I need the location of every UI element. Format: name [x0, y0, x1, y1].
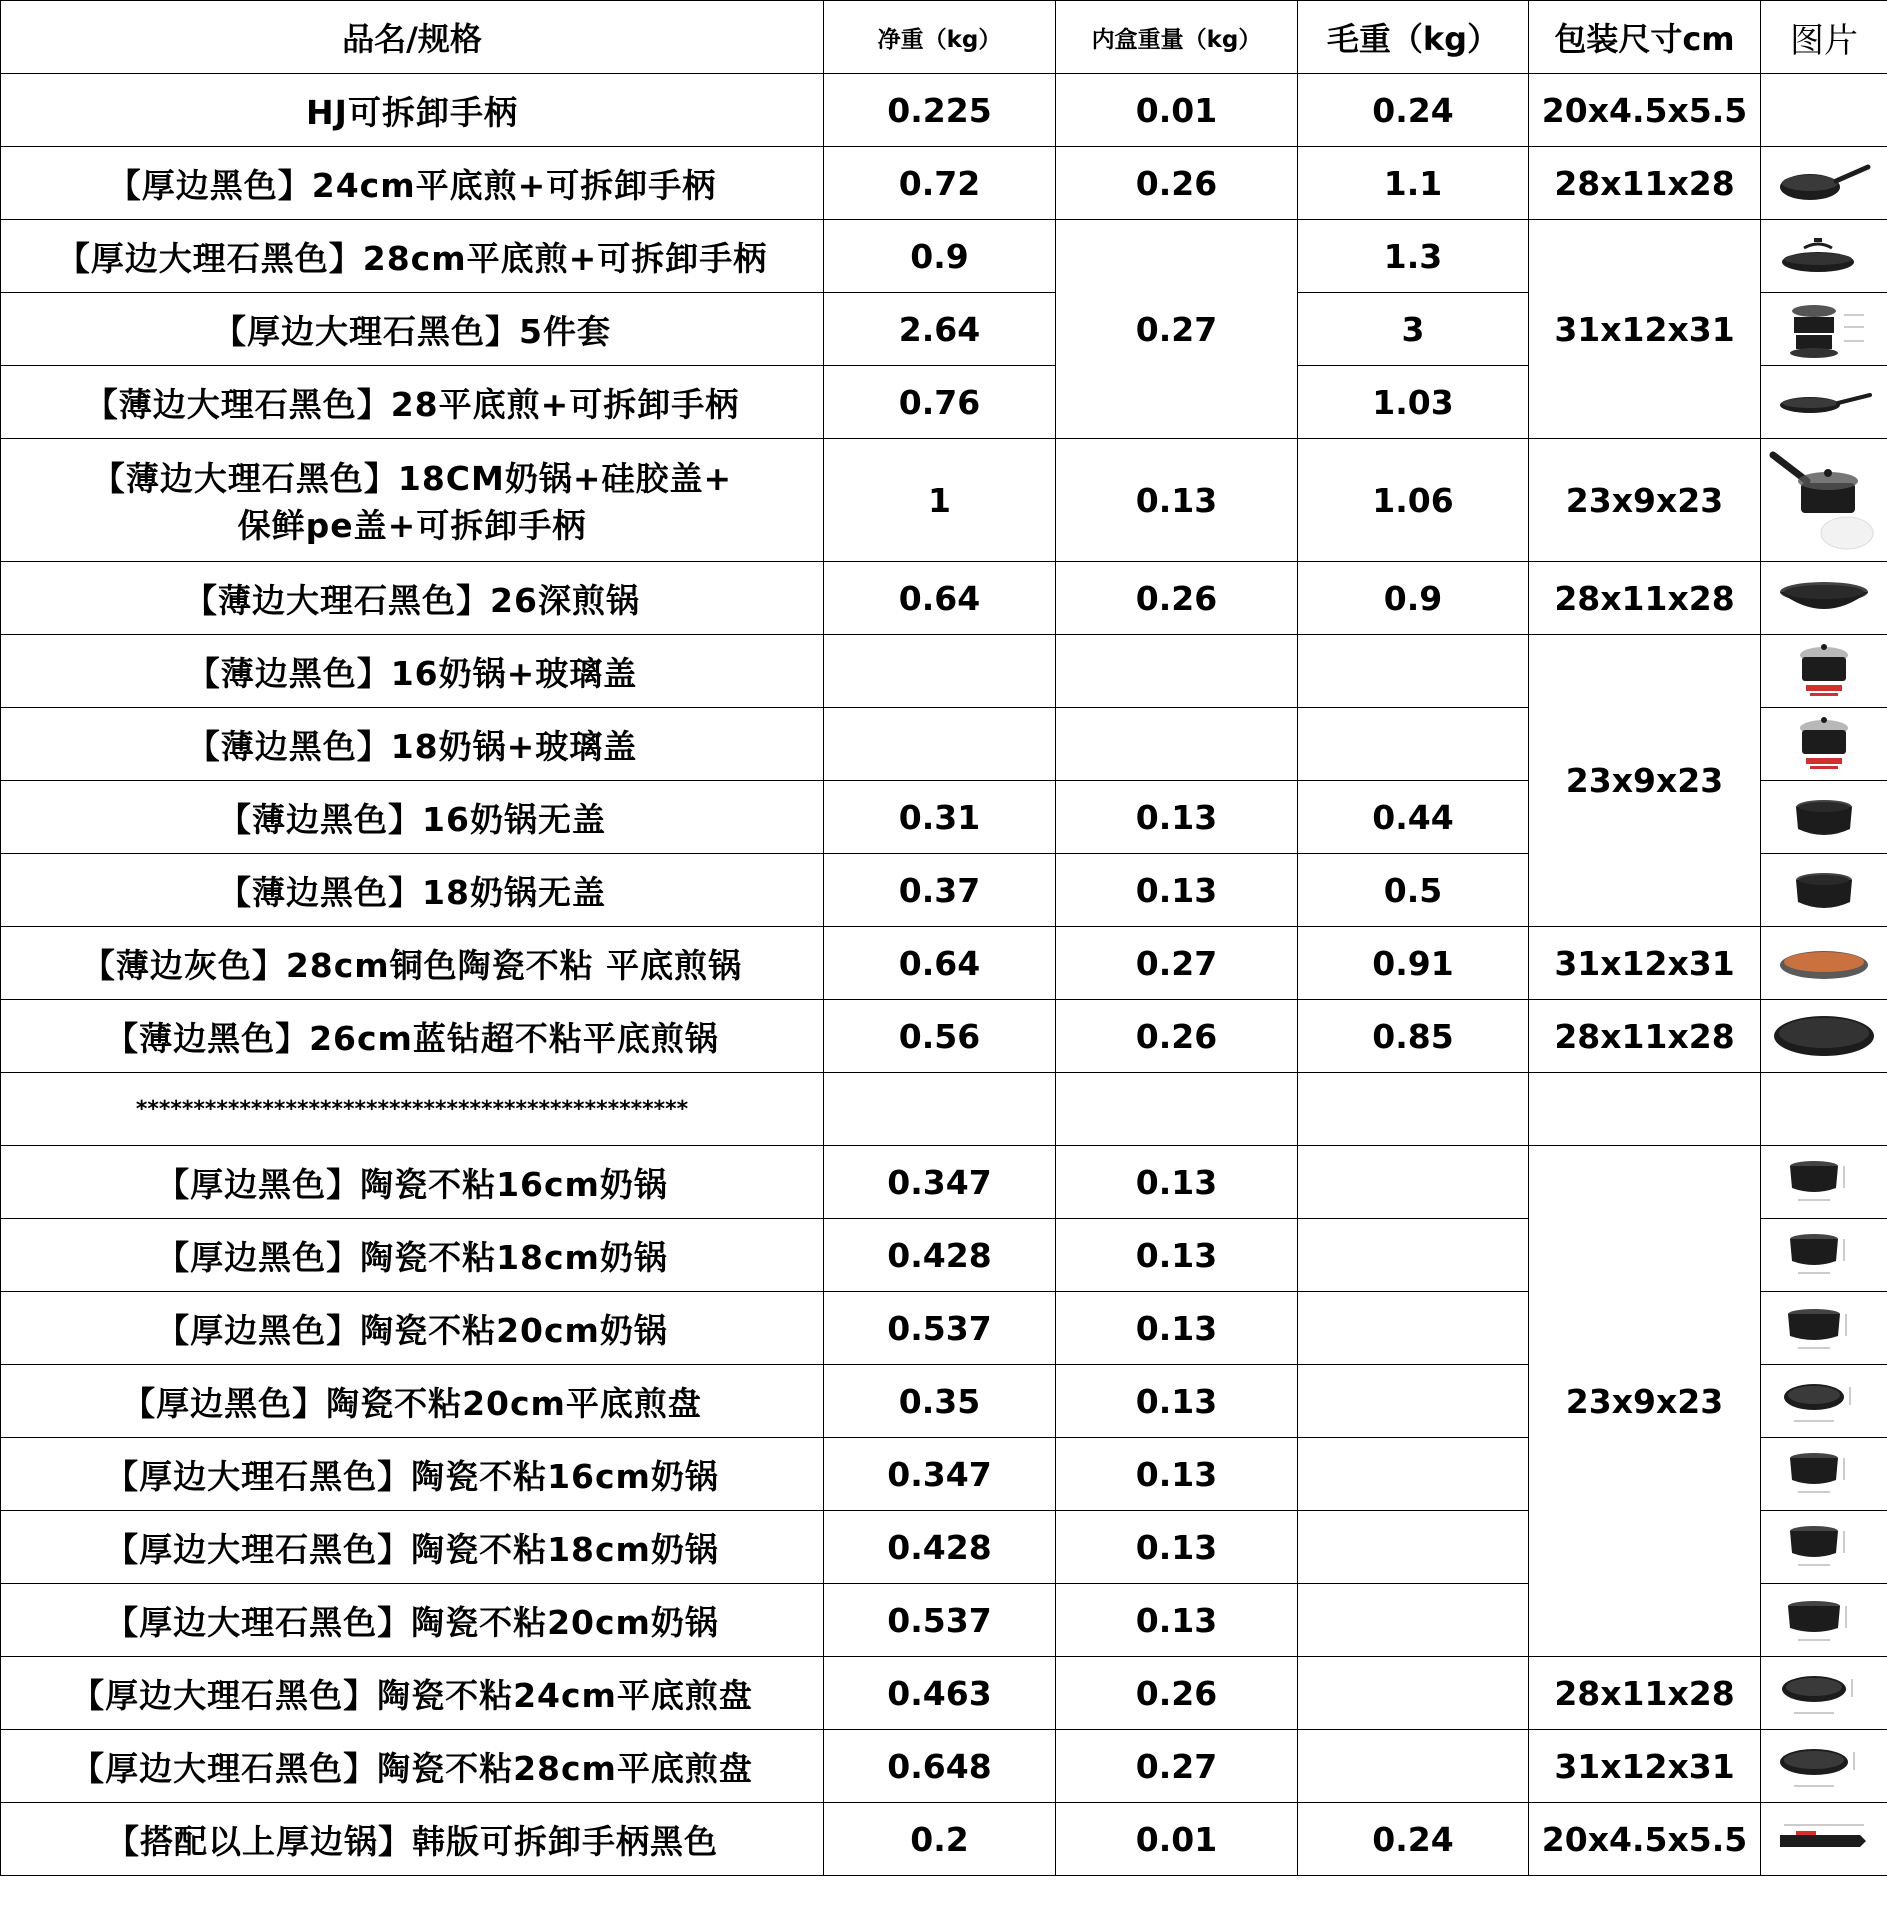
gross-weight: 0.44	[1298, 781, 1529, 854]
package-size: 31x12x31	[1529, 220, 1761, 439]
gross-weight	[1298, 1657, 1529, 1730]
net-weight: 0.64	[824, 562, 1056, 635]
product-picture	[1761, 635, 1887, 708]
gross-weight: 0.91	[1298, 927, 1529, 1000]
product-name: 【厚边大理石黑色】陶瓷不粘24cm平底煎盘	[1, 1657, 824, 1730]
package-size: 28x11x28	[1529, 147, 1761, 220]
inner-box-weight: 0.26	[1056, 147, 1298, 220]
product-name: 【厚边大理石黑色】5件套	[1, 293, 824, 366]
pot-icon	[1774, 1152, 1874, 1212]
net-weight: 0.76	[824, 366, 1056, 439]
product-name: 【薄边大理石黑色】26深煎锅	[1, 562, 824, 635]
product-name: 【厚边黑色】陶瓷不粘20cm奶锅	[1, 1292, 824, 1365]
gross-weight: 0.24	[1298, 74, 1529, 147]
inner-box-weight: 0.13	[1056, 439, 1298, 562]
inner-box-weight: 0.01	[1056, 74, 1298, 147]
deep-pan-icon	[1774, 570, 1874, 626]
product-picture	[1761, 854, 1887, 927]
frying-pan-icon	[1769, 1006, 1879, 1066]
frying-pan-icon	[1774, 1736, 1874, 1796]
net-weight: 2.64	[824, 293, 1056, 366]
product-picture	[1761, 220, 1887, 293]
table-row	[1, 635, 1887, 708]
pot-glass-lid-icon	[1774, 712, 1874, 776]
gross-weight	[1298, 635, 1529, 708]
inner-box-weight: 0.13	[1056, 1292, 1298, 1365]
gross-weight: 0.85	[1298, 1000, 1529, 1073]
product-picture	[1761, 1438, 1887, 1511]
gross-weight	[1298, 1146, 1529, 1219]
frying-pan-icon	[1774, 155, 1874, 211]
table-row	[1, 220, 1887, 293]
inner-box-weight: 0.26	[1056, 1657, 1298, 1730]
product-picture	[1761, 1000, 1887, 1073]
package-size: 20x4.5x5.5	[1529, 74, 1761, 147]
net-weight: 0.35	[824, 1365, 1056, 1438]
product-name: 【搭配以上厚边锅】韩版可拆卸手柄黑色	[1, 1803, 824, 1876]
header-inner-box-weight: 内盒重量（kg）	[1056, 1, 1298, 74]
gross-weight: 1.1	[1298, 147, 1529, 220]
inner-box-weight: 0.27	[1056, 1730, 1298, 1803]
product-name: 【厚边大理石黑色】陶瓷不粘20cm奶锅	[1, 1584, 824, 1657]
gross-weight	[1298, 1292, 1529, 1365]
inner-box-weight: 0.13	[1056, 1365, 1298, 1438]
frying-pan-lid-icon	[1774, 228, 1874, 284]
header-name: 品名/规格	[1, 1, 824, 74]
net-weight	[824, 635, 1056, 708]
gross-weight: 1.3	[1298, 220, 1529, 293]
package-size: 31x12x31	[1529, 1730, 1761, 1803]
net-weight: 0.64	[824, 927, 1056, 1000]
product-name: 【厚边黑色】陶瓷不粘20cm平底煎盘	[1, 1365, 824, 1438]
inner-box-weight: 0.13	[1056, 1219, 1298, 1292]
table-row	[1, 147, 1887, 220]
table-row	[1, 439, 1887, 562]
product-picture	[1761, 1219, 1887, 1292]
product-picture	[1761, 439, 1887, 562]
product-name: 【薄边黑色】16奶锅无盖	[1, 781, 824, 854]
pot-icon	[1774, 1517, 1874, 1577]
package-size: 23x9x23	[1529, 1146, 1761, 1657]
product-picture	[1761, 562, 1887, 635]
product-picture	[1761, 1292, 1887, 1365]
inner-box-weight: 0.13	[1056, 854, 1298, 927]
pot-icon	[1774, 1298, 1874, 1358]
product-picture	[1761, 1584, 1887, 1657]
product-picture	[1761, 1511, 1887, 1584]
pot-icon	[1774, 1225, 1874, 1285]
package-size: 28x11x28	[1529, 1657, 1761, 1730]
product-picture	[1761, 1730, 1887, 1803]
gross-weight	[1298, 1073, 1529, 1146]
net-weight: 0.347	[824, 1438, 1056, 1511]
package-size	[1529, 1073, 1761, 1146]
inner-box-weight	[1056, 1073, 1298, 1146]
net-weight	[824, 1073, 1056, 1146]
product-picture	[1761, 1365, 1887, 1438]
table-row	[1, 1730, 1887, 1803]
inner-box-weight: 0.13	[1056, 1511, 1298, 1584]
net-weight: 0.537	[824, 1292, 1056, 1365]
inner-box-weight	[1056, 635, 1298, 708]
product-name: 【厚边大理石黑色】陶瓷不粘28cm平底煎盘	[1, 1730, 824, 1803]
net-weight: 0.225	[824, 74, 1056, 147]
product-picture	[1761, 74, 1887, 147]
inner-box-weight: 0.27	[1056, 927, 1298, 1000]
net-weight: 0.428	[824, 1219, 1056, 1292]
table-row	[1, 1000, 1887, 1073]
package-size: 20x4.5x5.5	[1529, 1803, 1761, 1876]
package-size: 23x9x23	[1529, 635, 1761, 927]
inner-box-weight: 0.26	[1056, 562, 1298, 635]
inner-box-weight: 0.13	[1056, 1438, 1298, 1511]
separator-stars: ************************************************	[1, 1073, 824, 1146]
product-picture	[1761, 293, 1887, 366]
table-row	[1, 1146, 1887, 1219]
product-name: 【薄边黑色】18奶锅无盖	[1, 854, 824, 927]
pot-glass-lid-icon	[1774, 639, 1874, 703]
net-weight: 0.9	[824, 220, 1056, 293]
product-picture	[1761, 708, 1887, 781]
inner-box-weight: 0.26	[1056, 1000, 1298, 1073]
gross-weight	[1298, 708, 1529, 781]
gross-weight	[1298, 1365, 1529, 1438]
net-weight: 0.72	[824, 147, 1056, 220]
gross-weight	[1298, 1584, 1529, 1657]
cookware-set-icon	[1774, 297, 1874, 361]
product-name: 【厚边黑色】陶瓷不粘18cm奶锅	[1, 1219, 824, 1292]
package-size: 28x11x28	[1529, 562, 1761, 635]
product-name-line2: 保鲜pe盖+可拆卸手柄	[237, 506, 587, 545]
table-row	[1, 74, 1887, 147]
product-picture	[1761, 1803, 1887, 1876]
product-name: 【薄边灰色】28cm铜色陶瓷不粘 平底煎锅	[1, 927, 824, 1000]
product-picture	[1761, 147, 1887, 220]
product-name: 【厚边大理石黑色】28cm平底煎+可拆卸手柄	[1, 220, 824, 293]
net-weight: 0.31	[824, 781, 1056, 854]
product-name	[1, 439, 824, 562]
package-size: 31x12x31	[1529, 927, 1761, 1000]
net-weight: 0.537	[824, 1584, 1056, 1657]
saucepan-lid-icon	[1769, 445, 1879, 555]
net-weight: 0.428	[824, 1511, 1056, 1584]
net-weight	[824, 708, 1056, 781]
product-name-line1: 【薄边大理石黑色】18CM奶锅+硅胶盖+	[91, 459, 733, 498]
inner-box-weight	[1056, 708, 1298, 781]
pot-icon	[1774, 1590, 1874, 1650]
table-row	[1, 927, 1887, 1000]
table-row	[1, 1803, 1887, 1876]
frying-pan-icon	[1774, 1663, 1874, 1723]
product-picture	[1761, 366, 1887, 439]
product-picture	[1761, 927, 1887, 1000]
product-name: 【厚边大理石黑色】陶瓷不粘18cm奶锅	[1, 1511, 824, 1584]
net-weight: 0.2	[824, 1803, 1056, 1876]
gross-weight: 0.5	[1298, 854, 1529, 927]
header-row	[1, 1, 1887, 74]
table-row	[1, 562, 1887, 635]
header-picture: 图片	[1761, 1, 1887, 74]
net-weight: 0.347	[824, 1146, 1056, 1219]
product-name: 【厚边黑色】陶瓷不粘16cm奶锅	[1, 1146, 824, 1219]
net-weight: 0.648	[824, 1730, 1056, 1803]
table-row	[1, 1657, 1887, 1730]
product-name: 【薄边黑色】16奶锅+玻璃盖	[1, 635, 824, 708]
product-name: 【薄边黑色】18奶锅+玻璃盖	[1, 708, 824, 781]
inner-box-weight: 0.01	[1056, 1803, 1298, 1876]
net-weight: 0.463	[824, 1657, 1056, 1730]
net-weight: 1	[824, 439, 1056, 562]
frying-pan-icon	[1774, 1371, 1874, 1431]
table-row	[1, 1073, 1887, 1146]
product-name: 【薄边大理石黑色】28平底煎+可拆卸手柄	[1, 366, 824, 439]
pot-icon	[1774, 789, 1874, 845]
gross-weight	[1298, 1438, 1529, 1511]
gross-weight: 1.06	[1298, 439, 1529, 562]
gross-weight: 1.03	[1298, 366, 1529, 439]
pot-icon	[1774, 1444, 1874, 1504]
inner-box-weight: 0.27	[1056, 220, 1298, 439]
gross-weight	[1298, 1511, 1529, 1584]
product-picture	[1761, 1073, 1887, 1146]
net-weight: 0.37	[824, 854, 1056, 927]
gross-weight	[1298, 1219, 1529, 1292]
package-size: 28x11x28	[1529, 1000, 1761, 1073]
inner-box-weight: 0.13	[1056, 1146, 1298, 1219]
header-gross-weight: 毛重（kg）	[1298, 1, 1529, 74]
handle-icon	[1774, 1811, 1874, 1867]
product-picture	[1761, 1657, 1887, 1730]
frying-pan-icon	[1774, 377, 1874, 427]
product-name: 【厚边黑色】24cm平底煎+可拆卸手柄	[1, 147, 824, 220]
net-weight: 0.56	[824, 1000, 1056, 1073]
gross-weight: 0.9	[1298, 562, 1529, 635]
product-name: HJ可拆卸手柄	[1, 74, 824, 147]
inner-box-weight: 0.13	[1056, 781, 1298, 854]
product-name: 【厚边大理石黑色】陶瓷不粘16cm奶锅	[1, 1438, 824, 1511]
product-picture	[1761, 781, 1887, 854]
gross-weight	[1298, 1730, 1529, 1803]
package-size: 23x9x23	[1529, 439, 1761, 562]
gross-weight: 0.24	[1298, 1803, 1529, 1876]
gross-weight: 3	[1298, 293, 1529, 366]
product-name: 【薄边黑色】26cm蓝钻超不粘平底煎锅	[1, 1000, 824, 1073]
product-picture	[1761, 1146, 1887, 1219]
inner-box-weight: 0.13	[1056, 1584, 1298, 1657]
header-package-size: 包装尺寸cm	[1529, 1, 1761, 74]
copper-pan-icon	[1774, 935, 1874, 991]
header-net-weight: 净重（kg）	[824, 1, 1056, 74]
pot-icon	[1774, 862, 1874, 918]
